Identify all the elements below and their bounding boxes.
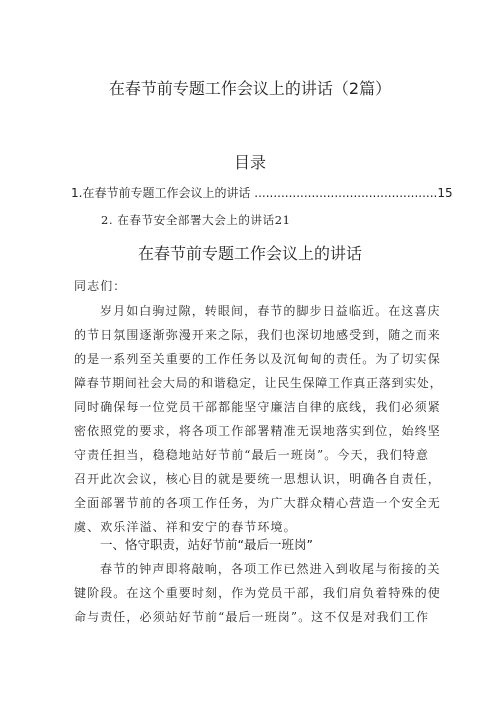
body-line: 岁月如白驹过隙，转眼间，春节的脚步日益临近。在这喜庆 — [100, 304, 441, 318]
body-line: 密依照党的要求，将各项工作部署精准无误地落实到位，始终坚 — [74, 424, 441, 438]
document-title: 在春节前专题工作会议上的讲话（2篇） — [108, 79, 392, 98]
body-line: 全面部署节前的各项工作任务，为广大群众精心营造一个安全无 — [74, 496, 441, 510]
body-line: 同时确保每一位党员干部都能坚守廉洁自律的底线，我们必须紧 — [74, 400, 441, 414]
body-line: 召开此次会议，核心目的就是要统一思想认识，明确各自责任， — [74, 472, 441, 486]
body-line: 虞、欢乐洋溢、祥和安宁的春节环境。 — [74, 520, 297, 534]
body-line: 障春节期间社会大局的和谐稳定，让民生保障工作真正落到实处， — [74, 376, 443, 390]
section-title: 在春节前专题工作会议上的讲话 — [137, 244, 362, 263]
body-line: 命与责任，必须站好节前“最后一班岗”。这不仅是对我们工作 — [74, 610, 430, 624]
salutation: 同志们： — [74, 279, 127, 293]
toc-heading: 目录 — [233, 153, 266, 172]
toc-entry-2[interactable]: 2. 在春节安全部署大会上的讲话21 — [101, 213, 291, 227]
body-line: 键阶段。在这个重要时刻，作为党员干部，我们肩负着特殊的使 — [74, 586, 441, 600]
section-heading-1: 一、恪守职责，站好节前“最后一班岗” — [100, 537, 313, 552]
body-line: 守责任担当，稳稳地站好节前“最后一班岗”。今天，我们特意 — [74, 448, 430, 462]
body-line: 的是一系列至关重要的工作任务以及沉甸甸的责任。为了切实保 — [74, 352, 441, 366]
body-line: 春节的钟声即将敲响，各项工作已然进入到收尾与衔接的关 — [100, 562, 441, 576]
body-line: 的节日氛围逐渐弥漫开来之际，我们也深切地感受到，随之而来 — [74, 328, 441, 342]
toc-entry-1[interactable]: 1.在春节前专题工作会议上的讲话 ................................................15 — [71, 186, 453, 200]
